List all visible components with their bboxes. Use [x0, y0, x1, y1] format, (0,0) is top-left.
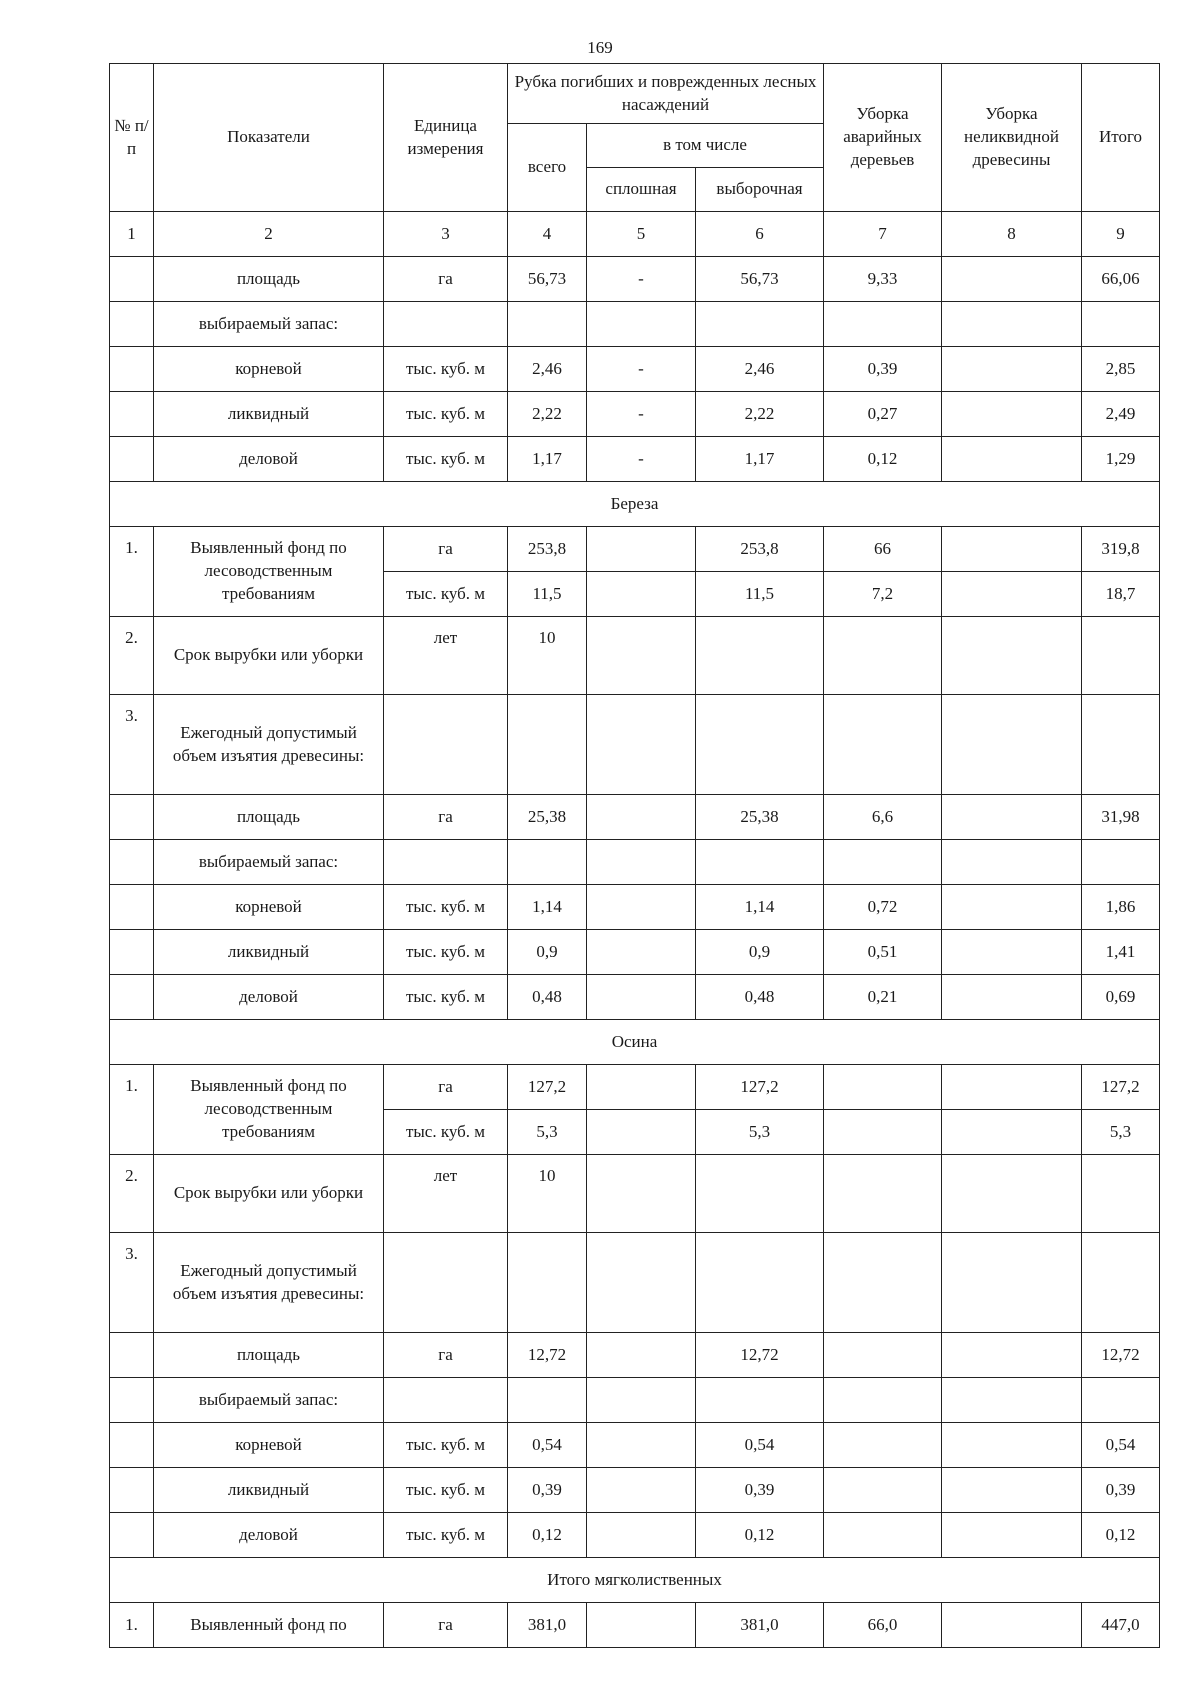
value-cell: [942, 1603, 1082, 1648]
value-cell: 2,46: [508, 347, 587, 392]
unit-cell: га: [384, 527, 508, 572]
value-cell: 12,72: [696, 1333, 824, 1378]
row-num: [110, 1423, 154, 1468]
value-cell: [696, 302, 824, 347]
empty-cell: [824, 1233, 942, 1333]
empty-cell: [696, 695, 824, 795]
value-cell: 127,2: [1082, 1065, 1160, 1110]
row-label: деловой: [154, 437, 384, 482]
value-cell: 9,33: [824, 257, 942, 302]
unit-cell: лет: [384, 617, 508, 695]
value-cell: 1,29: [1082, 437, 1160, 482]
value-cell: [587, 572, 696, 617]
empty-cell: [824, 1155, 942, 1233]
value-cell: 56,73: [696, 257, 824, 302]
empty-cell: [587, 695, 696, 795]
value-cell: [824, 840, 942, 885]
row-label: выбираемый запас:: [154, 1378, 384, 1423]
value-cell: 2,22: [696, 392, 824, 437]
value-cell: 2,46: [696, 347, 824, 392]
empty-cell: [1082, 1233, 1160, 1333]
value-cell: [942, 840, 1082, 885]
header-including: в том числе: [587, 124, 824, 168]
unit-cell: га: [384, 795, 508, 840]
value-cell: [824, 1065, 942, 1110]
row-num: [110, 1378, 154, 1423]
value-cell: [942, 885, 1082, 930]
row-label: площадь: [154, 257, 384, 302]
value-cell: -: [587, 257, 696, 302]
value-cell: 25,38: [508, 795, 587, 840]
value-cell: [696, 1378, 824, 1423]
unit-cell: тыс. куб. м: [384, 347, 508, 392]
row-label: выбираемый запас:: [154, 840, 384, 885]
value-cell: 5,3: [696, 1110, 824, 1155]
unit-cell: га: [384, 257, 508, 302]
table-row: [110, 437, 1160, 482]
row-num: [110, 437, 154, 482]
value-cell: 253,8: [696, 527, 824, 572]
row-num: [110, 840, 154, 885]
value-cell: 0,54: [508, 1423, 587, 1468]
row-num: 2.: [110, 1155, 154, 1233]
row-label: площадь: [154, 795, 384, 840]
value-cell: 0,54: [1082, 1423, 1160, 1468]
value-cell: [824, 1468, 942, 1513]
table-row: [110, 885, 1160, 930]
table-row: [110, 975, 1160, 1020]
value-cell: [942, 572, 1082, 617]
value-cell: [1082, 840, 1160, 885]
header-clear: сплошная: [587, 168, 696, 212]
value-cell: [824, 1110, 942, 1155]
column-number: 8: [942, 212, 1082, 257]
value-cell: [587, 1110, 696, 1155]
value-cell: 5,3: [508, 1110, 587, 1155]
empty-cell: [824, 695, 942, 795]
empty-cell: [508, 695, 587, 795]
row-label: корневой: [154, 1423, 384, 1468]
row-label-fund: Выявленный фонд по: [154, 1603, 384, 1648]
value-cell: [587, 1378, 696, 1423]
unit-cell: тыс. куб. м: [384, 1423, 508, 1468]
value-cell: 0,12: [696, 1513, 824, 1558]
row-num: 1.: [110, 527, 154, 617]
empty-cell: [696, 1233, 824, 1333]
table-row: [110, 302, 1160, 347]
value-cell: 0,12: [508, 1513, 587, 1558]
empty-cell: [384, 695, 508, 795]
row-label: ликвидный: [154, 1468, 384, 1513]
table-row: [110, 795, 1160, 840]
unit-cell: га: [384, 1065, 508, 1110]
value-cell: 12,72: [508, 1333, 587, 1378]
unit-cell: тыс. куб. м: [384, 1110, 508, 1155]
empty-cell: [508, 1233, 587, 1333]
value-cell: 31,98: [1082, 795, 1160, 840]
row-label: корневой: [154, 347, 384, 392]
value-cell: 253,8: [508, 527, 587, 572]
value-cell: 0,21: [824, 975, 942, 1020]
unit-cell: га: [384, 1333, 508, 1378]
value-cell: 11,5: [696, 572, 824, 617]
value-cell: 0,51: [824, 930, 942, 975]
unit-cell: тыс. куб. м: [384, 1468, 508, 1513]
value-cell: 0,54: [696, 1423, 824, 1468]
row-label: корневой: [154, 885, 384, 930]
row-num: 1.: [110, 1603, 154, 1648]
column-number: 3: [384, 212, 508, 257]
value-cell: [508, 1378, 587, 1423]
row-num: [110, 302, 154, 347]
row-label-annual: Ежегодный допустимый объем изъятия древесины:: [154, 695, 384, 795]
value-cell: -: [587, 392, 696, 437]
value-cell: -: [587, 347, 696, 392]
value-cell: [587, 930, 696, 975]
unit-cell: тыс. куб. м: [384, 930, 508, 975]
row-num: 1.: [110, 1065, 154, 1155]
page-number: 169: [587, 38, 613, 57]
column-number: 6: [696, 212, 824, 257]
empty-cell: [384, 1233, 508, 1333]
value-cell: [824, 1423, 942, 1468]
value-cell: [942, 975, 1082, 1020]
empty-cell: [1082, 695, 1160, 795]
table-row: [110, 257, 1160, 302]
value-cell: 0,39: [824, 347, 942, 392]
header-total-felling: всего: [508, 124, 587, 212]
unit-cell: тыс. куб. м: [384, 975, 508, 1020]
row-label-annual: Ежегодный допустимый объем изъятия древесины:: [154, 1233, 384, 1333]
empty-cell: [696, 1155, 824, 1233]
empty-cell: [587, 617, 696, 695]
row-num: [110, 1468, 154, 1513]
row-num: [110, 795, 154, 840]
value-cell: 319,8: [1082, 527, 1160, 572]
value-cell: 127,2: [696, 1065, 824, 1110]
row-label: деловой: [154, 1513, 384, 1558]
table-row: [110, 392, 1160, 437]
row-label: выбираемый запас:: [154, 302, 384, 347]
table-row: [110, 1513, 1160, 1558]
row-label: ликвидный: [154, 930, 384, 975]
table-row: [110, 1333, 1160, 1378]
value-cell: [587, 1513, 696, 1558]
row-label-term: Срок вырубки или уборки: [154, 1155, 384, 1233]
value-cell: [824, 1378, 942, 1423]
value-cell: 66,06: [1082, 257, 1160, 302]
value-cell: 66,0: [824, 1603, 942, 1648]
value-cell: 0,9: [508, 930, 587, 975]
header-emergency: Уборка аварийных деревьев: [824, 64, 942, 212]
value-cell: [587, 885, 696, 930]
row-num: [110, 1513, 154, 1558]
column-number: 4: [508, 212, 587, 257]
empty-cell: [1082, 1155, 1160, 1233]
row-num: [110, 392, 154, 437]
value-cell: [824, 302, 942, 347]
row-num: 3.: [110, 695, 154, 795]
value-cell: [942, 1378, 1082, 1423]
value-cell: [1082, 302, 1160, 347]
column-number: 1: [110, 212, 154, 257]
row-label-fund: Выявленный фонд по лесоводственным требованиям: [154, 1065, 384, 1155]
value-cell: 2,22: [508, 392, 587, 437]
value-cell: 0,69: [1082, 975, 1160, 1020]
value-cell: 0,72: [824, 885, 942, 930]
value-cell: [587, 1468, 696, 1513]
empty-cell: [824, 617, 942, 695]
value-cell: [942, 1468, 1082, 1513]
value-cell: 7,2: [824, 572, 942, 617]
column-number: 9: [1082, 212, 1160, 257]
row-num: [110, 930, 154, 975]
unit-cell: тыс. куб. м: [384, 572, 508, 617]
empty-cell: [587, 1233, 696, 1333]
value-cell: [942, 930, 1082, 975]
header-itogo: Итого: [1082, 64, 1160, 212]
value-cell: [942, 1333, 1082, 1378]
value-cell: 18,7: [1082, 572, 1160, 617]
value-cell: [696, 840, 824, 885]
table-row: [110, 1423, 1160, 1468]
value-cell: [942, 1423, 1082, 1468]
empty-cell: [696, 617, 824, 695]
empty-cell: [1082, 617, 1160, 695]
row-label: ликвидный: [154, 392, 384, 437]
value-cell: 10: [508, 1155, 587, 1233]
value-cell: [824, 1333, 942, 1378]
value-cell: [508, 840, 587, 885]
section-title-osina: Осина: [110, 1020, 1160, 1065]
column-number: 5: [587, 212, 696, 257]
column-number: 2: [154, 212, 384, 257]
value-cell: 1,41: [1082, 930, 1160, 975]
value-cell: 11,5: [508, 572, 587, 617]
value-cell: [942, 1110, 1082, 1155]
value-cell: 2,85: [1082, 347, 1160, 392]
value-cell: 0,39: [1082, 1468, 1160, 1513]
unit-cell: [384, 1378, 508, 1423]
unit-cell: лет: [384, 1155, 508, 1233]
empty-cell: [942, 695, 1082, 795]
value-cell: 0,12: [824, 437, 942, 482]
value-cell: 1,86: [1082, 885, 1160, 930]
value-cell: 0,39: [696, 1468, 824, 1513]
row-num: [110, 885, 154, 930]
column-number: 7: [824, 212, 942, 257]
value-cell: [587, 840, 696, 885]
value-cell: [587, 527, 696, 572]
value-cell: 25,38: [696, 795, 824, 840]
value-cell: [942, 302, 1082, 347]
value-cell: 0,12: [1082, 1513, 1160, 1558]
value-cell: 0,48: [508, 975, 587, 1020]
value-cell: [942, 1513, 1082, 1558]
unit-cell: тыс. куб. м: [384, 392, 508, 437]
value-cell: [587, 302, 696, 347]
value-cell: [587, 975, 696, 1020]
value-cell: [587, 1333, 696, 1378]
value-cell: 5,3: [1082, 1110, 1160, 1155]
table-row: [110, 930, 1160, 975]
value-cell: [587, 795, 696, 840]
row-label-fund: Выявленный фонд по лесоводственным требованиям: [154, 527, 384, 617]
table-row: [110, 1378, 1160, 1423]
header-felling-group: Рубка погибших и поврежденных лесных насаждений: [508, 64, 824, 124]
value-cell: 0,48: [696, 975, 824, 1020]
value-cell: 381,0: [696, 1603, 824, 1648]
unit-cell: [384, 302, 508, 347]
empty-cell: [942, 1233, 1082, 1333]
value-cell: 6,6: [824, 795, 942, 840]
forest-felling-table: [109, 63, 1160, 1648]
header-indicators: Показатели: [154, 64, 384, 212]
value-cell: [587, 1423, 696, 1468]
row-num: 3.: [110, 1233, 154, 1333]
header-num: № п/п: [110, 64, 154, 212]
section-title-itogo-myagko: Итого мягколиственных: [110, 1558, 1160, 1603]
value-cell: 1,17: [696, 437, 824, 482]
row-label-term: Срок вырубки или уборки: [154, 617, 384, 695]
value-cell: [1082, 1378, 1160, 1423]
value-cell: 2,49: [1082, 392, 1160, 437]
value-cell: 0,27: [824, 392, 942, 437]
value-cell: 66: [824, 527, 942, 572]
row-label: деловой: [154, 975, 384, 1020]
value-cell: 10: [508, 617, 587, 695]
value-cell: 56,73: [508, 257, 587, 302]
value-cell: 127,2: [508, 1065, 587, 1110]
unit-cell: тыс. куб. м: [384, 1513, 508, 1558]
value-cell: [942, 795, 1082, 840]
value-cell: 0,9: [696, 930, 824, 975]
unit-cell: га: [384, 1603, 508, 1648]
value-cell: [587, 1603, 696, 1648]
value-cell: 447,0: [1082, 1603, 1160, 1648]
empty-cell: [942, 617, 1082, 695]
value-cell: [508, 302, 587, 347]
row-num: [110, 347, 154, 392]
row-num: 2.: [110, 617, 154, 695]
value-cell: -: [587, 437, 696, 482]
empty-cell: [942, 1155, 1082, 1233]
section-title-bereza: Береза: [110, 482, 1160, 527]
row-num: [110, 1333, 154, 1378]
value-cell: [587, 1065, 696, 1110]
row-label: площадь: [154, 1333, 384, 1378]
value-cell: [942, 347, 1082, 392]
value-cell: 1,14: [508, 885, 587, 930]
value-cell: [942, 392, 1082, 437]
header-selective: выборочная: [696, 168, 824, 212]
value-cell: 0,39: [508, 1468, 587, 1513]
value-cell: [942, 437, 1082, 482]
table-row: [110, 1468, 1160, 1513]
header-unit: Единица измерения: [384, 64, 508, 212]
value-cell: [942, 1065, 1082, 1110]
unit-cell: тыс. куб. м: [384, 885, 508, 930]
value-cell: [942, 527, 1082, 572]
value-cell: 381,0: [508, 1603, 587, 1648]
header-illiquid: Уборка неликвидной древесины: [942, 64, 1082, 212]
value-cell: 12,72: [1082, 1333, 1160, 1378]
unit-cell: [384, 840, 508, 885]
unit-cell: тыс. куб. м: [384, 437, 508, 482]
table-row: [110, 840, 1160, 885]
value-cell: [942, 257, 1082, 302]
empty-cell: [587, 1155, 696, 1233]
column-numbers-row: [110, 212, 1160, 257]
value-cell: 1,17: [508, 437, 587, 482]
value-cell: 1,14: [696, 885, 824, 930]
table-row: [110, 347, 1160, 392]
row-num: [110, 975, 154, 1020]
value-cell: [824, 1513, 942, 1558]
row-num: [110, 257, 154, 302]
